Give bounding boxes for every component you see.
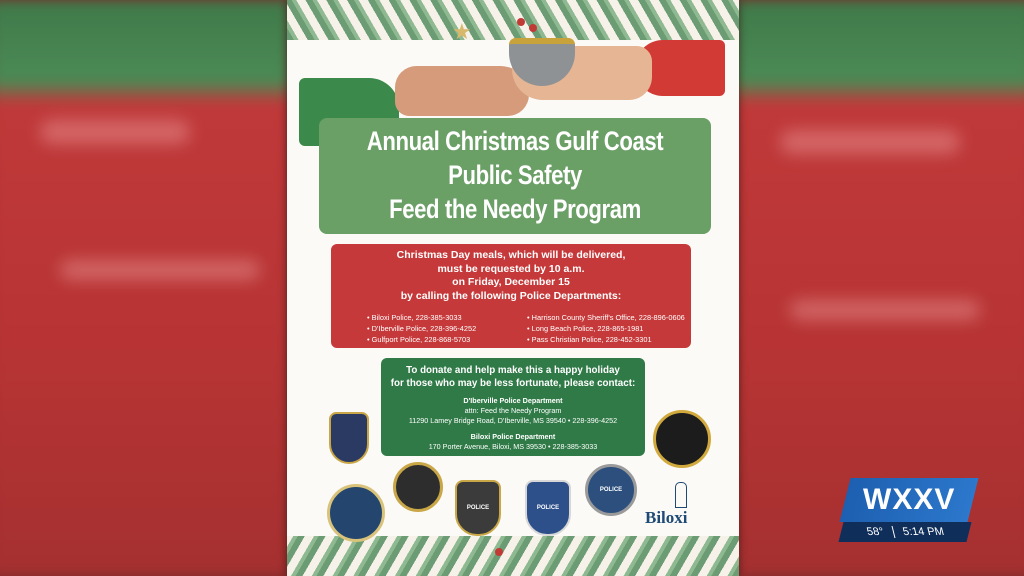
station-name: WXXV xyxy=(862,483,956,516)
title-line: Feed the Needy Program xyxy=(389,194,641,224)
badge-label: POLICE xyxy=(599,487,623,493)
police-badge-2 xyxy=(525,480,571,536)
receiving-hand-illustration xyxy=(395,66,529,116)
berry-icon xyxy=(517,18,525,26)
temperature: 58° xyxy=(865,525,885,538)
title-panel xyxy=(319,118,711,234)
dept1-info xyxy=(381,396,645,426)
berry-icon xyxy=(529,24,537,32)
meal-line: Christmas Day meals, which will be delivered, xyxy=(396,249,626,261)
star-ornament-icon: ★ xyxy=(452,19,472,44)
dept1-name: D'Iberville Police Department xyxy=(463,396,563,405)
blurred-text-shape xyxy=(790,300,980,320)
police-badge-1 xyxy=(455,480,501,536)
dept2-info xyxy=(381,432,645,452)
meal-request-text xyxy=(331,249,691,303)
dept2-name: Biloxi Police Department xyxy=(470,432,556,441)
blurred-text-shape xyxy=(40,120,190,144)
police-badge-3 xyxy=(585,464,637,516)
station-bug xyxy=(845,478,973,544)
meal-request-panel xyxy=(331,244,691,348)
donation-line: for those who may be less fortunate, please contact: xyxy=(390,378,636,389)
donation-panel xyxy=(381,358,645,456)
contact-list-left xyxy=(367,312,476,345)
meal-line: must be requested by 10 a.m. xyxy=(437,262,585,275)
badge-label: POLICE xyxy=(536,505,560,511)
contact-item: • Harrison County Sheriff's Office, 228-896-0606 xyxy=(527,312,685,323)
contact-list-right xyxy=(527,312,685,345)
badge-label: POLICE xyxy=(466,505,490,511)
donation-line: To donate and help make this a happy holiday xyxy=(406,365,620,376)
dept2-address: 170 Porter Avenue, Biloxi, MS 39530 • 228-385-3033 xyxy=(428,442,598,451)
contact-item: • Gulfport Police, 228-868-5703 xyxy=(367,334,476,345)
contact-item: • D'Iberville Police, 228-396-4252 xyxy=(367,323,476,334)
clock-time: 5:14 PM xyxy=(900,525,945,538)
divider xyxy=(891,526,895,538)
blurred-background-left xyxy=(0,0,290,576)
state-seal-icon xyxy=(327,484,385,542)
berry-icon xyxy=(495,548,503,556)
flyer-title xyxy=(354,124,675,226)
meal-line: on Friday, December 15 xyxy=(452,276,570,288)
flyer xyxy=(287,0,739,576)
blurred-text-shape xyxy=(780,130,960,154)
station-logo xyxy=(840,478,979,522)
dept1-address: 11290 Lamey Bridge Road, D'Iberville, MS 39540 • 228-396-4252 xyxy=(408,416,618,425)
dept1-attn: attn: Feed the Needy Program xyxy=(464,406,562,415)
title-line: Annual Christmas Gulf Coast xyxy=(366,126,664,156)
contact-item: • Long Beach Police, 228-865-1981 xyxy=(527,323,685,334)
sheriff-badge-icon xyxy=(329,412,369,464)
title-line: Public Safety xyxy=(448,160,582,190)
biloxi-logo: Biloxi xyxy=(645,508,688,527)
contact-item: • Biloxi Police, 228-385-3033 xyxy=(367,312,476,323)
garland-top xyxy=(287,0,739,44)
donation-text xyxy=(381,364,645,390)
meal-line: by calling the following Police Departments: xyxy=(400,289,622,302)
lighthouse-icon xyxy=(675,482,687,508)
contact-item: • Pass Christian Police, 228-452-3301 xyxy=(527,334,685,345)
police-seal-icon xyxy=(653,410,711,468)
garland-bottom xyxy=(287,536,739,576)
blurred-text-shape xyxy=(60,260,260,280)
fire-seal-icon xyxy=(393,462,443,512)
weather-time-bar xyxy=(839,522,972,542)
